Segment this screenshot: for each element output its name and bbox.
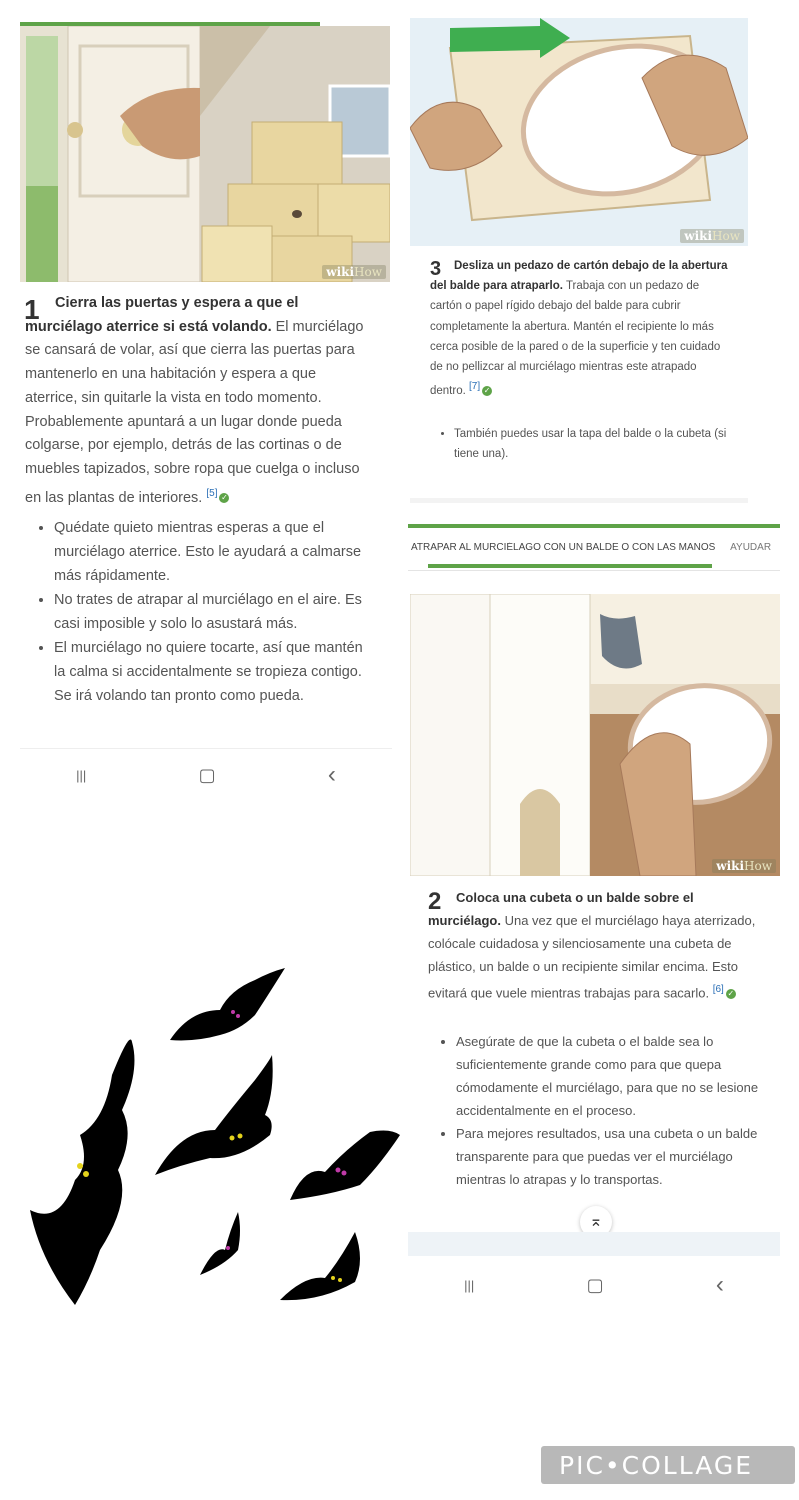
android-nav-bar xyxy=(20,760,392,790)
recents-button[interactable]: ||| xyxy=(76,767,87,783)
divider xyxy=(408,570,780,571)
step2-card xyxy=(408,524,780,1300)
citation-link[interactable]: [5] xyxy=(206,487,218,499)
list-item: • También puedes usar la tapa del balde o la cubeta (si tiene una). xyxy=(454,424,744,464)
citation-link[interactable]: [6] xyxy=(712,984,724,995)
home-button[interactable]: ▢ xyxy=(586,1274,604,1295)
brand-text: PIC•COLLAGE xyxy=(559,1451,754,1480)
step-body: El murciélago se cansará de volar, así que cierra las puertas para mantenerlo en una habitación y espera a que aterrice, sin quitarle la vista en todo momento. Probablemente apuntará a un lugar donde pueda colgarse, por ejemplo, detrás de las cortinas o de muebles tapizados, sobre ropa que cuelga o incluso en las plantas de interiores. xyxy=(25,318,364,506)
door-boxes-illustration xyxy=(20,26,390,282)
list-item: • Para mejores resultados, usa una cubeta o un balde transparente para que puedas ver el murciélago mientras lo atrapas y lo transportas. xyxy=(456,1122,786,1191)
step3-illustration xyxy=(410,18,748,246)
tab-atrapar[interactable]: ATRAPAR AL MURCIÉLAGO CON UN BALDE O CON LAS MANOS xyxy=(411,542,716,553)
wikihow-watermark: wikiHow xyxy=(680,229,744,243)
step2-illustration xyxy=(410,594,780,876)
step-number: 3 xyxy=(430,258,442,280)
footer-strip xyxy=(408,1232,780,1256)
list-item: • Quédate quieto mientras esperas a que el murciélago aterrice. Esto le ayudará a calmarse más rápidamente. xyxy=(54,516,374,588)
step-paragraph xyxy=(428,886,768,1004)
android-nav-bar xyxy=(408,1270,780,1300)
citation-link[interactable]: [7] xyxy=(469,381,481,393)
step-number: 1 xyxy=(24,294,40,325)
back-button[interactable]: ‹ xyxy=(327,761,336,788)
bat-icon xyxy=(290,1131,400,1200)
step1-card xyxy=(20,22,392,797)
step-paragraph xyxy=(25,292,365,510)
active-tab-indicator xyxy=(428,564,712,568)
pic-collage-logo xyxy=(541,1446,795,1484)
recents-button[interactable]: ||| xyxy=(464,1277,475,1293)
step-title: Cierra las puertas y espera a que el murciélago aterrice si está volando. xyxy=(25,295,299,335)
step-title: Coloca una cubeta o un balde sobre el murciélago. xyxy=(428,890,694,928)
divider xyxy=(20,748,392,749)
verified-check-icon: ✓ xyxy=(727,988,735,998)
bats-decoration xyxy=(20,960,410,1320)
step3-card xyxy=(410,18,748,503)
bat-icon xyxy=(170,968,285,1040)
verified-check-icon: ✓ xyxy=(221,492,228,502)
step-body: Una vez que el murciélago haya aterrizado, colócale cuidadosa y silenciosamente una cubeta de plástico, un balde o un recipiente similar encima. Esto evitará que vuele mientras trabajas para sacarlo. xyxy=(428,913,756,1001)
step-paragraph xyxy=(430,256,730,401)
tips-list xyxy=(26,516,374,708)
tips-list xyxy=(426,424,744,464)
wikihow-watermark: wikiHow xyxy=(712,859,776,873)
chevron-up-icon: ⌅ xyxy=(589,1213,603,1230)
bat-icon xyxy=(155,1055,273,1175)
back-button[interactable]: ‹ xyxy=(715,1271,724,1298)
step-title: Desliza un pedazo de cartón debajo de la abertura del balde para atraparlo. xyxy=(430,260,728,293)
tab-ayudar[interactable]: AYUDAR xyxy=(730,542,772,553)
section-tabs xyxy=(411,542,780,553)
bat-icon xyxy=(280,1232,360,1300)
home-button[interactable]: ▢ xyxy=(198,764,216,785)
cardboard-bucket-illustration xyxy=(410,18,748,246)
wikihow-watermark: wikiHow xyxy=(322,265,386,279)
section-bar xyxy=(408,524,780,528)
bucket-bat-illustration xyxy=(410,594,780,876)
list-item: • El murciélago no quiere tocarte, así que mantén la calma si accidentalmente se tropieza contigo. Se irá volando tan pronto como pueda. xyxy=(54,636,374,708)
bat-icon xyxy=(200,1212,240,1275)
step1-illustration xyxy=(20,26,390,282)
list-item: • Asegúrate de que la cubeta o el balde sea lo suficientemente grande como para que quepa cómodamente el murciélago, para que no se lesione accidentalmente en el proceso. xyxy=(456,1030,786,1122)
step-number: 2 xyxy=(428,888,442,915)
tips-list xyxy=(428,1030,786,1191)
list-item: • No trates de atrapar al murciélago en el aire. Es casi imposible y solo lo asustará más. xyxy=(54,588,374,636)
bat-icon xyxy=(30,1039,134,1305)
step-body: Trabaja con un pedazo de cartón o papel rígido debajo del balde para cubrir completamente la abertura. Mantén el recipiente lo más cerca posible de la pared o de la superficie y ten cuidado de no pellizcar al murciélago mientras este atrapado dentro. xyxy=(430,280,721,398)
verified-check-icon: ✓ xyxy=(483,386,491,396)
